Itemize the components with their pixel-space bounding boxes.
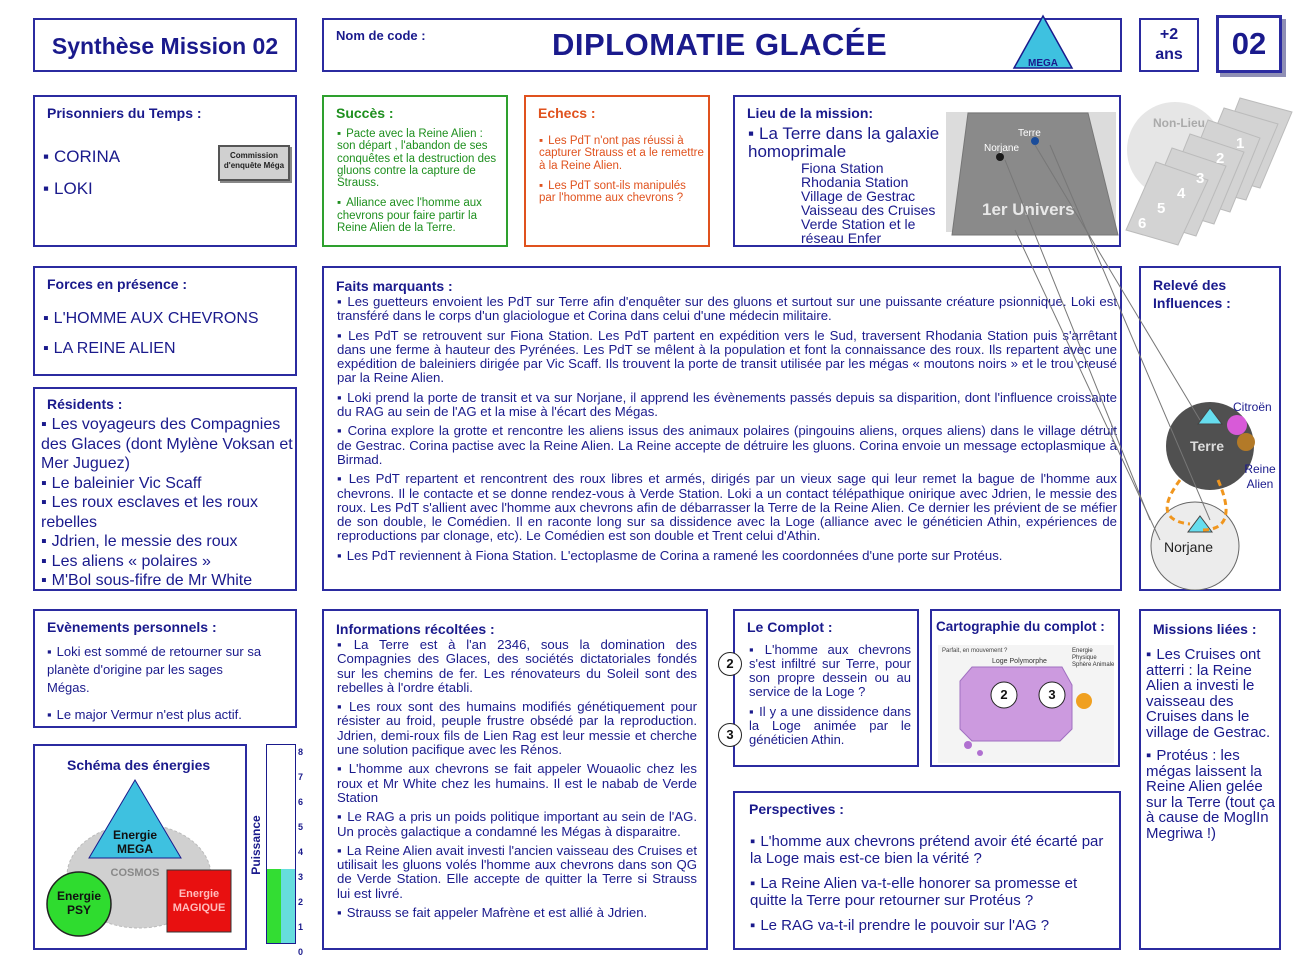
prisonniers-box <box>33 95 297 247</box>
evenements-item: ▪ Le major Vermur n'est plus actif. <box>47 706 267 724</box>
forces-title: Forces en présence : <box>47 276 188 292</box>
card-number: 1 <box>1236 135 1245 152</box>
informations-item: ▪ La Reine Alien avait investi l'ancien vaisseau des Cruises et utilisait les gluons volés l'homme aux chevrons dans son QG de Verde Station. Elle accepte de quitter la Terre si Strauss lui est livré. <box>337 844 697 901</box>
puissance-tick: 0 <box>298 947 304 957</box>
faits-item: ▪ Les PdT reviennent à Fiona Station. L'ectoplasme de Corina a ramené les coordonnées d'une porte sur Protéus. <box>337 549 1117 563</box>
faits-item: ▪ Les guetteurs envoient les PdT sur Terre afin d'enquêter sur des gluons et surtout sur une puissante créature psionnique. Loki est transféré dans le corps d'un glaciologue et Corina dans celui d'une médecin militaire. <box>337 295 1117 324</box>
cartographie-node: 2 <box>1000 687 1008 702</box>
mission-number-box <box>1216 15 1282 73</box>
informations-item: ▪ L'homme aux chevrons se fait appeler Wouaolic chez les roux et Mr White chez les humains. Il est le nabab de Verde Station <box>337 762 697 805</box>
influence-reine: Reine Alien <box>1244 462 1276 491</box>
informations-title: Informations récoltées : <box>336 621 495 637</box>
cartographie-loge: Loge Polymorphe <box>992 658 1047 665</box>
faits-title: Faits marquants : <box>336 278 453 294</box>
card-number: 2 <box>1216 150 1225 167</box>
informations-item: ▪ La Terre est à l'an 2346, sous la domination des Compagnies des Glaces, des sociétés dictatoriales fondés sur les chemins de fer. Les rénovateurs du Soleil sont des rebelles à l'ordre établi. <box>337 638 697 695</box>
mission-number: 02 <box>1231 26 1267 61</box>
energie-psy: Energie PSY <box>56 889 101 917</box>
faits-item: ▪ Les PdT repartent et rencontrent des roux libres et armés, dirigés par un vieux sage qui leur remet la bague de l'homme aux chevrons. Il le contacte et se donne rendez-vous à Verde Station. Loki a un contact télépathique onirique avec Jdrien, le messie des roux. Les PdT s'allient avec l'homme aux chevrons afin de débarrasser la Terre de la Reine Alien. Ce dernier les prévient de se méfier de son double, le Comédien. Il en raconte long sur sa dissidence avec la Loge (alliance avec le généticien Athin, expériences de reproductions par clonage, etc). Le Comédien est son double et Trent celui d'Athin. <box>337 472 1117 543</box>
perspectives-item: ▪ Le RAG va-t-il prendre le pouvoir sur l'AG ? <box>750 917 1114 934</box>
echecs-item: ▪ Les PdT n'ont pas réussi à capturer Strauss et a le remettre à la Reine Alien. <box>539 135 705 172</box>
univers-diagram <box>940 95 1140 245</box>
faits-item: ▪ Corina explore la grotte et rencontre les aliens issus des animaux polaires (pingouins aliens, orques aliens) dans le village détruit de Gestrac. Corina pactise avec la Reine Alien. La Reine accepte de détruire les gluons. Corina envoie un message ectoplasmique à Birmad. <box>337 424 1117 467</box>
puissance-gauge <box>266 744 296 944</box>
card-number: 5 <box>1157 200 1166 217</box>
perspectives-item: ▪ La Reine Alien va-t-elle honorer sa promesse et quitte la Terre pour retourner sur Protéus ? <box>750 875 1114 909</box>
card-number: 4 <box>1177 185 1186 202</box>
succes-item: ▪ Alliance avec l'homme aux chevrons pour faire partir la Reine Alien de la Terre. <box>337 197 503 234</box>
residents-item: ▪ Les aliens « polaires » <box>41 552 293 572</box>
synthese-title: Synthèse Mission 02 <box>51 33 279 59</box>
residents-title: Résidents : <box>47 396 123 412</box>
residents-item: ▪ Les voyageurs des Compagnies des Glaces (dont Mylène Voksan et Mer Juguez) <box>41 415 293 474</box>
univers-norjane: Norjane <box>984 143 1020 154</box>
energies-title: Schéma des énergies <box>67 757 211 773</box>
perspectives-box <box>733 791 1121 950</box>
energie-cosmos: COSMOS <box>110 867 160 879</box>
complot-title: Le Complot : <box>747 619 833 635</box>
complot-node: 3 <box>718 723 742 747</box>
influence-norjane: Norjane <box>1164 539 1214 555</box>
influence-citroen: Citroën <box>1233 400 1272 414</box>
lieu-main: ▪ La Terre dans la galaxie homoprimale <box>748 125 953 161</box>
influences-title: Relevé des Influences : <box>1153 277 1231 311</box>
residents-item: ▪ Jdrien, le messie des roux <box>41 532 293 552</box>
residents-item: ▪ Le baleinier Vic Scaff <box>41 474 293 494</box>
influence-terre: Terre <box>1190 438 1224 454</box>
univers-terre: Terre <box>1018 128 1041 139</box>
complot-item: ▪ Il y a une dissidence dans la Loge animée par le généticien Athin. <box>749 705 911 747</box>
echecs-item: ▪ Les PdT sont-ils manipulés par l'homme aux chevrons ? <box>539 180 705 205</box>
puissance-tick: 6 <box>298 797 304 807</box>
residents-item: ▪ M'Bol sous-fifre de Mr White <box>41 571 293 591</box>
informations-item: ▪ Strauss se fait appeler Mafrène et est allié à Jdrien. <box>337 906 697 920</box>
succes-title: Succès : <box>336 105 394 121</box>
missions-box <box>1139 609 1281 950</box>
forces-item: ▪ L'HOMME AUX CHEVRONS <box>43 304 259 334</box>
univers-label: 1er Univers <box>982 200 1075 219</box>
complot-node: 2 <box>718 652 742 676</box>
faits-item: ▪ Loki prend la porte de transit et va sur Norjane, il apprend les évènements passés depuis sa disparition, dont l'influence croissante du RAG au sein de l'AG et la mise à l'écart des Mégas. <box>337 391 1117 420</box>
time-unit: ans <box>1155 46 1183 63</box>
faits-item: ▪ Les PdT se retrouvent sur Fiona Station. Les PdT partent en expédition vers le Sud, traversent Rhodania Station puis s'arrêtant dans une ferme à hauteur des Pyrénées. Les PdT se mêlent à la population et font la connaissance des roux. Ils repartent avec une expédition de baleiniers dirigée par Vic Scaff. Ils trouvent la porte de transit utilisée par les mégas « moutons noirs » et le trou creusé par la Reine Alien. <box>337 329 1117 386</box>
non-lieu-diagram <box>1120 90 1300 250</box>
informations-box <box>322 609 708 950</box>
synthese-box <box>33 18 297 72</box>
code-name-box <box>322 18 1122 72</box>
echecs-box <box>524 95 710 247</box>
perspectives-title: Perspectives : <box>749 801 844 817</box>
puissance-fill <box>267 869 295 943</box>
perspectives-item: ▪ L'homme aux chevrons prétend avoir été écarté par la Loge mais est-ce bien la vérité ? <box>750 833 1114 867</box>
puissance-label: Puissance <box>249 815 263 875</box>
cartographie-energie: Energie Physique Sphère Animale <box>1072 648 1115 668</box>
prisonnier-item: ▪ LOKI <box>43 173 120 205</box>
energies-box <box>33 744 247 950</box>
lieu-sub: Rhodania Station <box>801 174 909 190</box>
succes-box <box>322 95 508 247</box>
puissance-tick: 1 <box>298 922 304 932</box>
missions-item: ▪ Les Cruises ont atterri : la Reine Alien a investi le vaisseau des Cruises dans le village de Gestrac. <box>1146 647 1280 740</box>
puissance-tick: 5 <box>298 822 304 832</box>
cartographie-diagram <box>932 611 1122 769</box>
residents-item: ▪ Les roux esclaves et les roux rebelles <box>41 493 293 532</box>
time-delta: +2 <box>1159 26 1179 43</box>
cartographie-title: Cartographie du complot : <box>936 619 1105 634</box>
residents-box <box>33 387 297 591</box>
prisonnier-item: ▪ CORINA <box>43 141 120 173</box>
succes-item: ▪ Pacte avec la Reine Alien : son départ , l'abandon de ses conquêtes et la destruction des gluons contre la capture de Strauss. <box>337 128 503 189</box>
forces-item: ▪ LA REINE ALIEN <box>43 334 259 364</box>
complot-item: ▪ L'homme aux chevrons s'est infiltré sur Terre, pour son propre dessein ou au service de la Loge ? <box>749 643 911 699</box>
card-number: 3 <box>1196 170 1205 187</box>
missions-item: ▪ Protéus : les mégas laissent la Reine Alien gelée sur la Terre (tout ça à cause de MoglIn Megriwa !) <box>1146 748 1280 841</box>
evenements-title: Evènements personnels : <box>47 619 217 635</box>
cartographie-box <box>930 609 1120 767</box>
cartographie-node: 3 <box>1048 687 1056 702</box>
commission-badge: Commission d'enquête Méga <box>218 145 290 181</box>
cartographie-perfect: Parfait, en mouvement ? <box>942 648 1008 654</box>
informations-item: ▪ Les roux sont des humains modifiés génétiquement pour résister au froid, peuple frustre obsédé par la reproduction. Jdrien, demi-roux fils de Lien Rag est leur messie et cherche une solution pacifique avec les Rénos. <box>337 700 697 757</box>
time-box <box>1139 18 1199 72</box>
puissance-tick: 7 <box>298 772 304 782</box>
card-number: 6 <box>1138 215 1147 232</box>
puissance-tick: 8 <box>298 747 304 757</box>
lieu-sub: Village de Gestrac <box>801 188 916 204</box>
puissance-tick: 4 <box>298 847 304 857</box>
evenements-item: ▪ Loki est sommé de retourner sur sa planète d'origine par les sages Mégas. <box>47 643 267 697</box>
complot-box <box>733 609 919 767</box>
non-lieu-label: Non-Lieu <box>1153 116 1205 130</box>
lieu-sub: Fiona Station <box>801 160 884 176</box>
faits-box <box>322 266 1122 591</box>
lieu-title: Lieu de la mission: <box>747 105 874 121</box>
mega-tag: MEGA <box>1028 58 1058 69</box>
echecs-title: Echecs : <box>538 105 596 121</box>
lieu-sub: Verde Station et le réseau Enfer <box>801 216 916 246</box>
lieu-sub: Vaisseau des Cruises <box>801 202 936 218</box>
energie-magique: Energie MAGIQUE <box>172 888 226 914</box>
puissance-tick: 3 <box>298 872 304 882</box>
puissance-tick: 2 <box>298 897 304 907</box>
prisonniers-title: Prisonniers du Temps : <box>47 105 202 121</box>
missions-title: Missions liées : <box>1153 621 1257 637</box>
mission-title: DIPLOMATIE GLACÉE <box>552 27 888 62</box>
energie-mega: Energie MEGA <box>112 828 157 856</box>
code-label: Nom de code : <box>336 28 426 43</box>
evenements-box <box>33 609 297 728</box>
forces-box <box>33 266 297 376</box>
informations-item: ▪ Le RAG a pris un poids politique important au sein de l'AG. Un procès galactique a condamné les Mégas à disparaitre. <box>337 810 697 839</box>
